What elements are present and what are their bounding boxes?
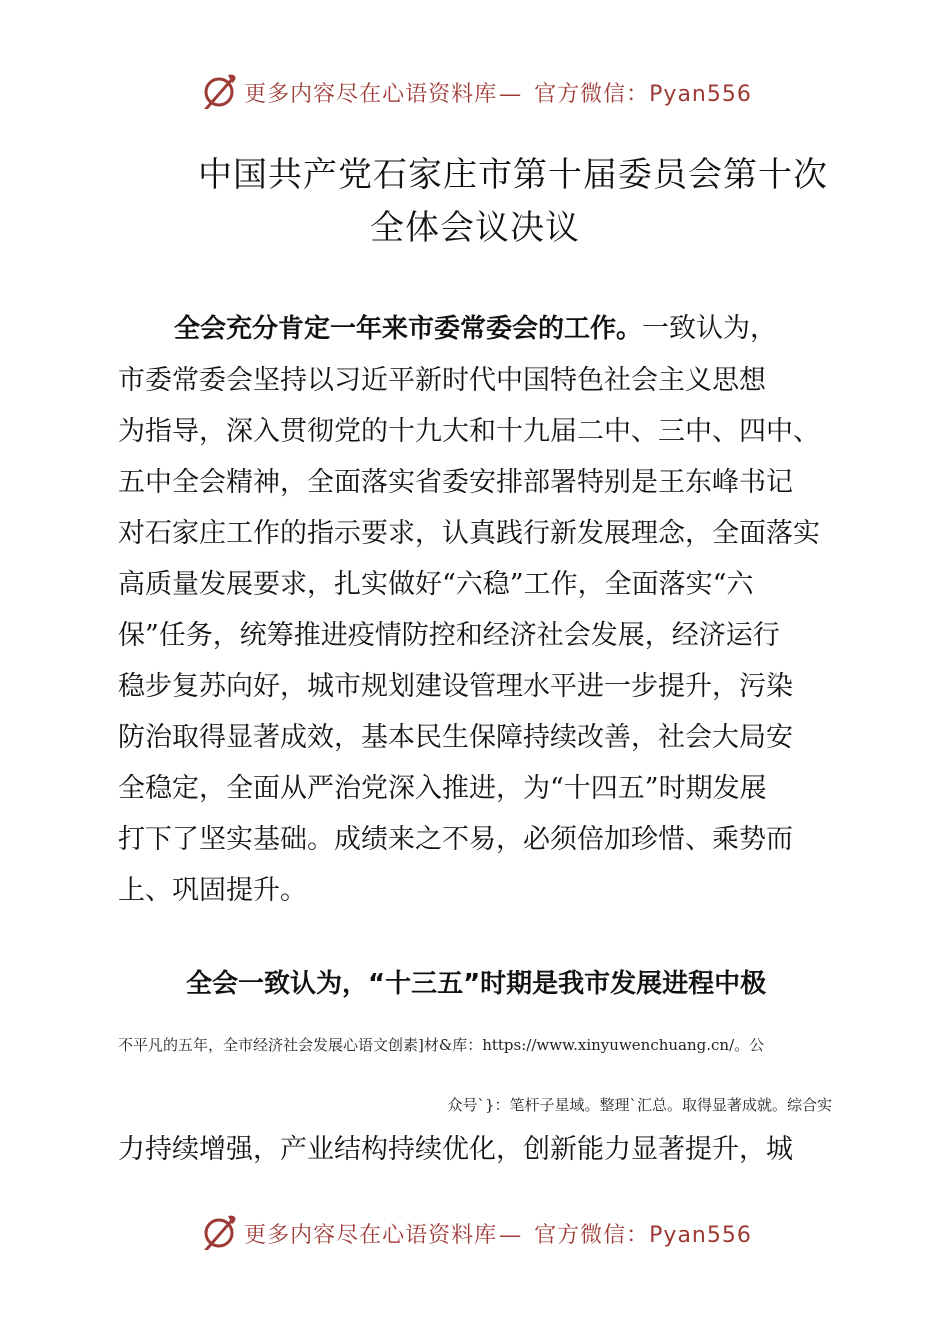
header-banner: [0, 70, 950, 114]
paragraph-1-line: 防治取得显著成效，基本民生保障持续改善，社会大局安: [118, 722, 793, 753]
paragraph-1-line: 五中全会精神，全面落实省委安排部署特别是王东峰书记: [118, 467, 793, 498]
banner-text: 更多内容尽在心语资料库— 官方微信：Pyan556: [244, 1222, 752, 1248]
banner-text: 更多内容尽在心语资料库— 官方微信：Pyan556: [244, 81, 752, 107]
paragraph-1: [118, 303, 848, 916]
paragraph-2-heading: 全会一致认为，“十三五”时期是我市发展进程中极: [186, 969, 767, 999]
paragraph-1-line: 上、巩固提升。: [118, 875, 307, 906]
document-title-line-2: 全体会议决议: [370, 208, 580, 248]
quill-pen-logo-icon: [198, 71, 240, 113]
paragraph-1-line: 市委常委会坚持以习近平新时代中国特色社会主义思想: [118, 365, 766, 396]
paragraph-1-line: 全稳定，全面从严治党深入推进，为“十四五”时期发展: [118, 773, 767, 804]
quill-pen-logo-icon: [198, 1212, 240, 1254]
paragraph-2-small-line-2: 众号`}：笔杆子星域。整理`汇总。取得显著成就。综合实: [447, 1096, 832, 1114]
footer-banner: [0, 1211, 950, 1255]
document-title-line-1: 中国共产党石家庄市第十届委员会第十次: [198, 155, 828, 195]
paragraph-1-line: 为指导，深入贯彻党的十九大和十九届二中、三中、四中、: [118, 416, 820, 447]
paragraph-1-line: 全会充分肯定一年来市委常委会的工作。一致认为，: [174, 313, 778, 344]
paragraph-1-line: 稳步复苏向好，城市规划建设管理水平进一步提升，污染: [118, 671, 793, 702]
paragraph-1-line: 高质量发展要求，扎实做好“六稳”工作，全面落实“六: [118, 569, 754, 600]
paragraph-1-line: 保”任务，统筹推进疫情防控和经济社会发展，经济运行: [118, 620, 780, 651]
paragraph-2-small-line-1: 不平凡的五年，全市经济社会发展心语文创素]材&库：https://www.xinyuwenchuang.cn/。公: [118, 1036, 765, 1054]
paragraph-1-line: 对石家庄工作的指示要求，认真践行新发展理念，全面落实: [118, 518, 820, 549]
paragraph-1-lead: 全会充分肯定一年来市委常委会的工作。: [174, 314, 643, 344]
paragraph-2-last-line: 力持续增强，产业结构持续优化，创新能力显著提升，城: [118, 1134, 793, 1165]
paragraph-1-line: 打下了坚实基础。成绩来之不易，必须倍加珍惜、乘势而: [118, 824, 793, 855]
